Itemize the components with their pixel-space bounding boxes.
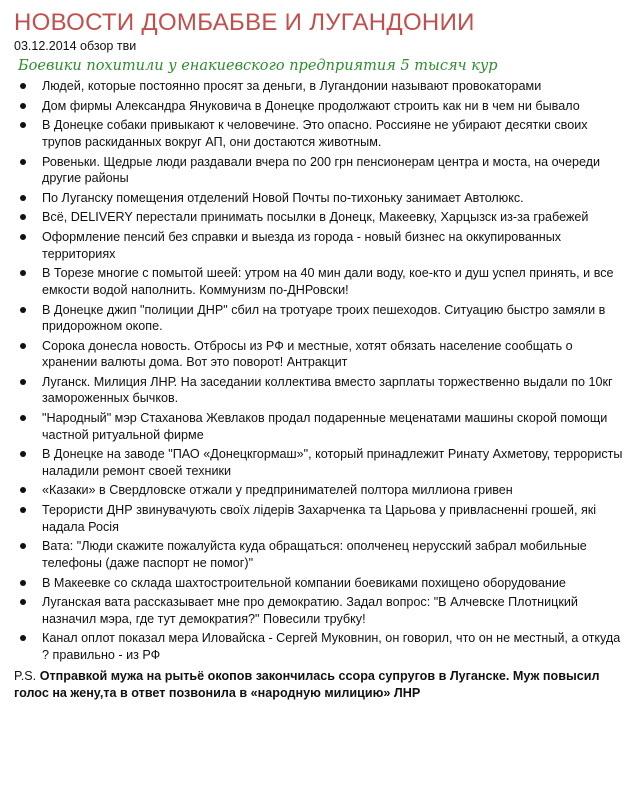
bullet-icon xyxy=(20,195,26,201)
list-item-text: Луганская вата рассказывает мне про демократию. Задал вопрос: "В Алчевске Плотницкий назначил мэра, где тут демократия?" Повесили трубку! xyxy=(42,595,578,626)
bullet-icon xyxy=(20,234,26,240)
list-item xyxy=(14,538,625,571)
list-item xyxy=(14,209,625,226)
list-item-text: Ровеньки. Щедрые люди раздавали вчера по 200 грн пенсионерам центра и моста, на очереди другие районы xyxy=(42,154,601,186)
postscript-text: Отправкой мужа на рытьё окопов закончилась ссора супругов в Луганске. Муж повысил голос на жену,та в ответ позвонила в «народную милицию» ЛНР xyxy=(14,669,600,700)
list-item-text: Канал оплот показал мера Иловайска - Сергей Муковнин, он говорил, что он не местный, а откуда ? правильно - из РФ xyxy=(42,631,621,662)
list-item xyxy=(14,302,625,335)
list-item-text: Сорока донесла новость. Отбросы из РФ и местные, хотят обязать население сообщать о хранении валюты дома. Вот это поворот! Антракцит xyxy=(42,338,573,370)
news-list xyxy=(14,78,625,663)
list-item xyxy=(14,190,625,207)
bullet-icon xyxy=(20,214,26,220)
list-item xyxy=(14,575,625,592)
bullet-icon xyxy=(20,543,26,549)
list-item xyxy=(14,78,625,95)
list-item xyxy=(14,98,625,115)
list-item-text: По Луганску помещения отделений Новой Почты по-тихоньку занимает Автолюкс. xyxy=(42,190,524,205)
list-item-text: Людей, которые постоянно просят за деньги, в Лугандонии называют провокаторами xyxy=(42,79,542,93)
list-item xyxy=(14,117,625,150)
list-item-text: Оформление пенсий без справки и выезда из города - новый бизнес на оккупированных территориях xyxy=(42,230,562,261)
bullet-icon xyxy=(20,83,26,89)
list-item xyxy=(14,229,625,262)
list-item-text: «Казаки» в Свердловске отжали у предпринимателей полтора миллиона гривен xyxy=(42,483,513,498)
list-item xyxy=(14,410,625,443)
headline-subtitle: Боевики похитили у енакиевского предприятия 5 тысяч кур xyxy=(18,58,498,74)
list-item-text: Дом фирмы Александра Януковича в Донецке продолжают строить как ни в чем ни бывало xyxy=(42,98,580,113)
bullet-icon xyxy=(20,103,26,109)
list-item-text: В Торезе многие с помытой шеей: утром на 40 мин дали воду, кое-кто и душ успел принять, и все емкости водой наполнить. Коммунизм по-ДНРовски! xyxy=(42,266,614,297)
bullet-icon xyxy=(20,580,26,586)
bullet-icon xyxy=(20,635,26,641)
list-item xyxy=(14,374,625,407)
list-item xyxy=(14,338,625,371)
bullet-icon xyxy=(20,122,26,128)
postscript xyxy=(14,668,625,701)
list-item-text: Луганск. Милиция ЛНР. На заседании коллектива вместо зарплаты торжественно выдали по 10кг замороженных бычков. xyxy=(42,374,613,406)
bullet-icon xyxy=(20,343,26,349)
list-item xyxy=(14,594,625,627)
list-item-text: В Донецке на заводе "ПАО «Донецкгормаш»", который принадлежит Ринату Ахметову, террористы наладили ремонт своей техники xyxy=(42,447,623,478)
bullet-icon xyxy=(20,159,26,165)
list-item-text: Терористи ДНР звинувачують своїх лідерів Захарченка та Царьова у привласненні грошей, які надала Росія xyxy=(42,503,597,534)
list-item xyxy=(14,502,625,535)
list-item xyxy=(14,630,625,663)
bullet-icon xyxy=(20,270,26,276)
list-item-text: Вата: "Люди скажите пожалуйста куда обращаться: ополченец нерусский забрал мобильные телефоны (даже паспорт не помог)" xyxy=(42,539,587,570)
list-item-text: В Донецке джип "полиции ДНР" сбил на тротуаре троих пешеходов. Ситуацию быстро замяли в придорожном окопе. xyxy=(42,302,606,333)
bullet-icon xyxy=(20,487,26,493)
bullet-icon xyxy=(20,415,26,421)
bullet-icon xyxy=(20,507,26,513)
list-item-text: В Макеевке со склада шахтостроительной компании боевиками похищено оборудование xyxy=(42,575,566,590)
date-line: 03.12.2014 обзор тви xyxy=(14,39,137,53)
list-item-text: "Народный" мэр Стаханова Жевлаков продал подаренные меценатами машины скорой помощи частной ритуальной фирме xyxy=(42,411,608,442)
postscript-prefix: P.S. xyxy=(14,669,40,684)
bullet-icon xyxy=(20,599,26,605)
list-item xyxy=(14,446,625,479)
list-item xyxy=(14,482,625,499)
bullet-icon xyxy=(20,307,26,313)
list-item xyxy=(14,265,625,298)
bullet-icon xyxy=(20,379,26,385)
list-item xyxy=(14,154,625,187)
page-title: НОВОСТИ ДОМБАБВЕ И ЛУГАНДОНИИ xyxy=(14,9,475,36)
bullet-icon xyxy=(20,451,26,457)
list-item-text: В Донецке собаки привыкают к человечине. Это опасно. Россияне не убирают десятки своих трупов раскиданных вокруг АП, они достаются животным. xyxy=(42,118,588,149)
list-item-text: Всё, DELIVERY перестали принимать посылки в Донецк, Макеевку, Харцызск из-за грабежей xyxy=(42,210,589,225)
